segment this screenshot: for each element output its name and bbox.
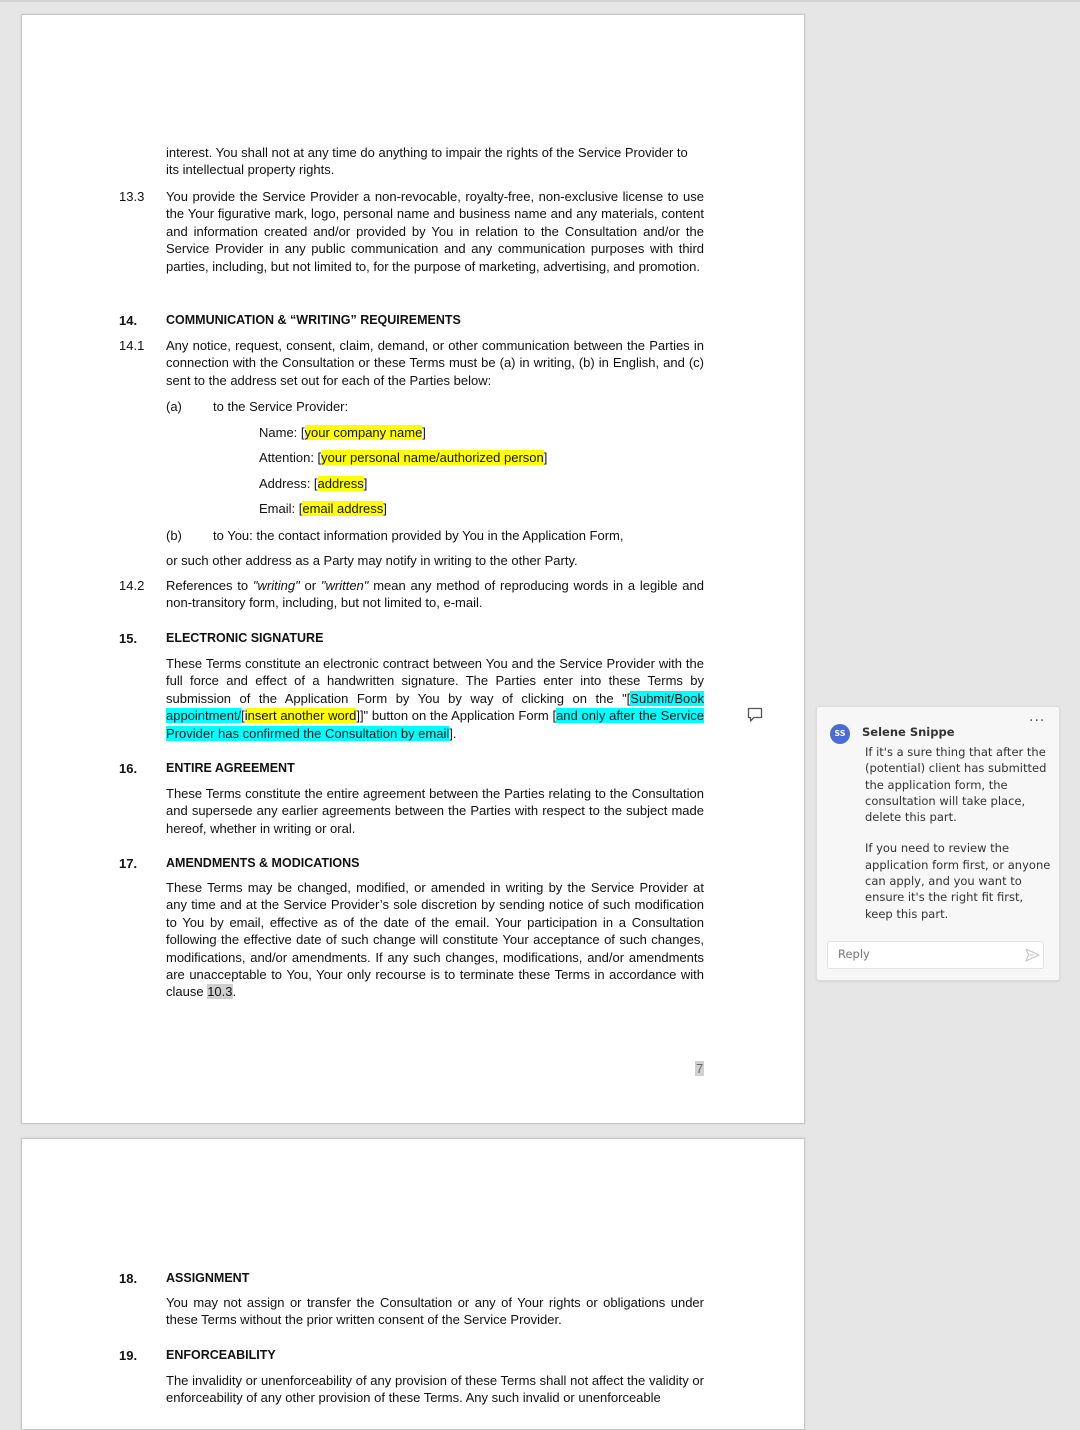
clause-14-2-text [166, 577, 704, 612]
text-run: ]. [449, 725, 457, 741]
section-number-19: 19. [119, 1348, 138, 1363]
section-18-text: You may not assign or transfer the Consultation or any of Your rights or obligations under these Terms without the prior written consent of the Service Provider. [166, 1295, 704, 1328]
bracket: ] [383, 501, 387, 516]
paragraph-interest: interest. You shall not at any time do anything to impair the rights of the Service Provider to its intellectual property rights. [166, 145, 688, 178]
section-number-18: 18. [119, 1271, 138, 1286]
highlight-submit-book[interactable]: Submit/Book appointment/ [166, 690, 704, 724]
other-address-text: or such other address as a Party may notify in writing to the other Party. [166, 553, 578, 568]
section-17-text [166, 879, 704, 1001]
clause-14-1-text: Any notice, request, consent, claim, demand, or other communication between the Parties in connection with the Consultation or these Terms must be (a) in writing, (b) in English, and (c) sent to the address set out for each of the Parties below: [166, 338, 704, 388]
section-19-text: The invalidity or unenforceability of any provision of these Terms shall not affect the validity or enforceability of any other provision of these Terms. Any such invalid or unenforceable [166, 1373, 704, 1406]
comment-paragraph-1: If it's a sure thing that after the (potential) client has submitted the application form, the consultation will take place, delete this part. [865, 745, 1047, 825]
clause-number-13-3: 13.3 [119, 189, 145, 204]
section-heading-enforceability: ENFORCEABILITY [166, 1348, 276, 1362]
section-heading-assignment: ASSIGNMENT [166, 1271, 250, 1285]
comment-card[interactable] [816, 706, 1060, 981]
section-heading-amendments: AMENDMENTS & MODICATIONS [166, 856, 360, 870]
text-run: References to [166, 578, 253, 593]
attention-placeholder[interactable]: your personal name/authorized person [321, 450, 544, 465]
speech-bubble-icon[interactable] [746, 706, 764, 724]
section-number-17: 17. [119, 856, 138, 871]
provider-email-line [259, 500, 387, 517]
section-number-14: 14. [119, 313, 138, 328]
text-run: [ [241, 708, 245, 724]
provider-name-line [259, 424, 426, 441]
address-placeholder[interactable]: address [317, 476, 364, 491]
reply-placeholder: Reply [838, 947, 870, 961]
attention-label: Attention: [ [259, 450, 322, 465]
text-run: or [299, 578, 321, 593]
document-page-8[interactable] [21, 1138, 805, 1430]
avatar: SS [830, 724, 850, 744]
item-a-text: to the Service Provider: [213, 399, 349, 414]
item-a-label: (a) [166, 399, 182, 414]
reply-input[interactable] [827, 941, 1044, 969]
text-run: . [232, 984, 237, 1000]
section-number-16: 16. [119, 761, 138, 776]
bracket: ] [543, 450, 548, 465]
term-writing: "writing" [252, 578, 300, 593]
text-run: These Terms constitute an electronic contract between You and the Service Provider with the full force and effect of a handwritten signature. The Parties enter into these Terms by submission of the Application Form by You by way of clicking on the "[ [166, 656, 704, 706]
highlight-insert-word[interactable]: insert another word [244, 708, 357, 724]
clause-13-3-text: You provide the Service Provider a non-revocable, royalty-free, non-exclusive license to use the Your figurative mark, logo, personal name and business name and any materials, content and information created and/or provided by You in relation to the Consultation and/or the Service Provider in any public communication and any communication purposes with third parties, including, but not limited to, for the purpose of marketing, advertising, and promotion. [166, 189, 704, 274]
item-b-text: to You: the contact information provided by You in the Application Form, [213, 528, 624, 543]
more-options-icon[interactable]: ... [1029, 709, 1046, 725]
clause-number-14-2: 14.2 [119, 578, 145, 593]
section-16-text: These Terms constitute the entire agreement between the Parties relating to the Consultation and supersede any earlier agreements between the Parties with respect to the subject made hereof, whether in writing or oral. [166, 786, 704, 836]
section-heading-electronic-signature: ELECTRONIC SIGNATURE [166, 631, 324, 645]
bracket: ] [363, 476, 368, 491]
send-arrow-icon[interactable] [1025, 948, 1040, 962]
text-run: ]]" button on the Application Form [ [356, 708, 557, 724]
clause-number-14-1: 14.1 [119, 338, 145, 353]
text-run: These Terms may be changed, modified, or amended in writing by the Service Provider at any time and at the Service Provider’s sole discretion by sending notice of such modification to You by email, effective as of the date of the email. Your participation in a Consultation following the effective date of such change will constitute Your acceptance of such changes, modifications, and/or amendments. If any such changes, modifications, and/or amendments are unacceptable to You, Your only recourse is to terminate these Terms in accordance with clause [166, 880, 704, 1000]
address-label: Address: [ [259, 476, 318, 491]
email-label: Email: [ [259, 501, 303, 516]
name-placeholder[interactable]: your company name [304, 425, 423, 440]
page-number: 7 [696, 1061, 704, 1076]
highlight-commented-text[interactable]: and only after the Service Provider has confirmed the Consultation by email [166, 708, 704, 741]
comment-author: Selene Snippe [862, 725, 955, 739]
provider-attention-line [259, 449, 547, 466]
text-run: mean any method of reproducing words in a legible and non-transitory form, including, but not limited to, e-mail. [166, 578, 704, 611]
window-top-border [0, 0, 1080, 2]
name-label: Name: [ [259, 425, 305, 440]
bracket: ] [422, 425, 426, 440]
comment-paragraph-2: If you need to review the application form first, or anyone can apply, and you want to ensure it's the right fit first, keep this part. [865, 841, 1051, 921]
section-heading-communication: COMMUNICATION & “WRITING” REQUIREMENTS [166, 313, 461, 327]
email-placeholder[interactable]: email address [302, 501, 384, 516]
comment-body [865, 744, 1053, 937]
clause-reference-field[interactable]: 10.3 [207, 984, 233, 1000]
term-written: "written" [320, 578, 369, 593]
section-number-15: 15. [119, 631, 138, 646]
item-b-label: (b) [166, 528, 182, 543]
provider-address-line [259, 475, 367, 492]
section-15-text [166, 655, 704, 742]
section-heading-entire-agreement: ENTIRE AGREEMENT [166, 761, 295, 775]
document-page-7[interactable] [21, 14, 805, 1124]
